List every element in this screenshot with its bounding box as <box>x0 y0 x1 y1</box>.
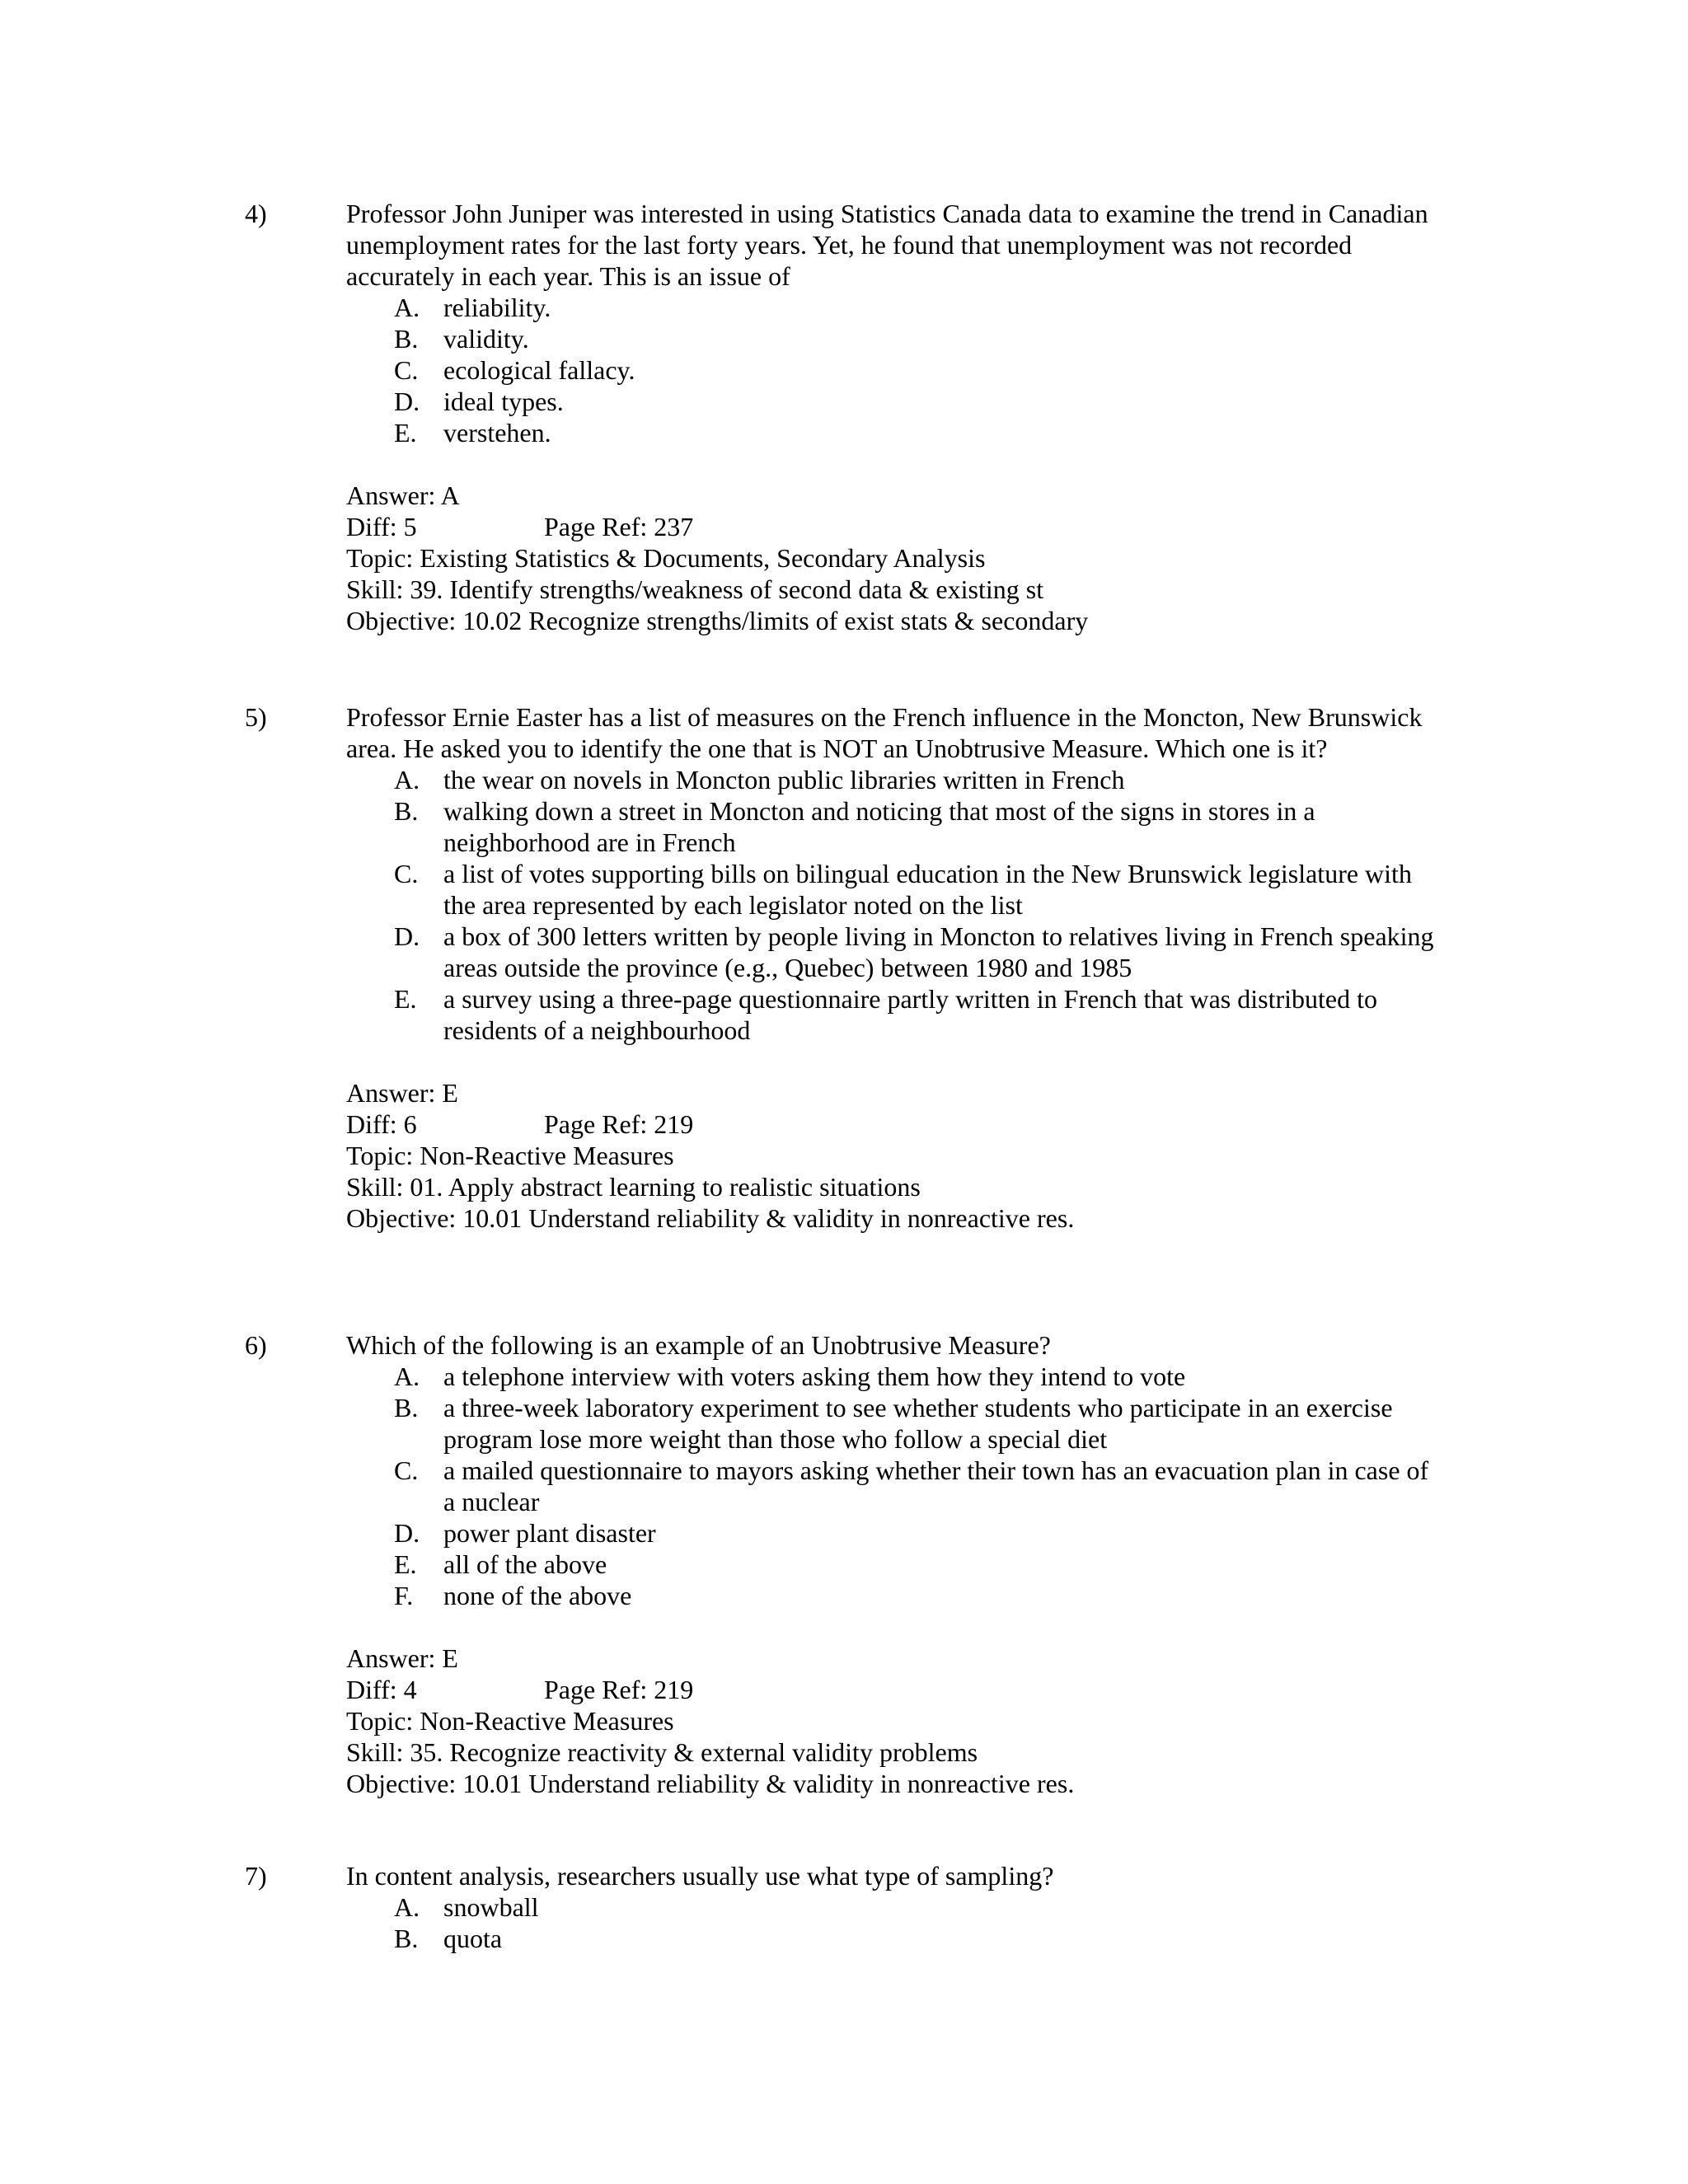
option-letter: E. <box>394 418 417 448</box>
option-text: power plant disaster <box>443 1518 656 1548</box>
skill-line: Skill: 01. Apply abstract learning to realistic situations <box>346 1172 921 1202</box>
answer-options <box>346 1361 1434 1611</box>
option-letter: A. <box>394 293 420 322</box>
option-a <box>346 1361 1434 1392</box>
option-c <box>346 858 1434 921</box>
option-e <box>346 983 1434 1046</box>
option-text: a list of votes supporting bills on bilingual education in the New Brunswick legislature with the area represented by each legislator noted on the list <box>443 859 1412 920</box>
option-letter: D. <box>394 387 420 416</box>
question-metadata <box>346 1643 1434 1799</box>
option-text: reliability. <box>443 293 551 322</box>
option-d <box>346 1517 1434 1549</box>
option-text: a survey using a three-page questionnaire partly written in French that was distributed to residents of a neighbourhood <box>443 984 1378 1045</box>
question-stem: In content analysis, researchers usually use what type of sampling? <box>346 1861 1054 1891</box>
option-text: walking down a street in Moncton and noticing that most of the signs in stores in a neighborhood are in French <box>443 796 1315 857</box>
option-letter: B. <box>394 1393 419 1422</box>
question-body <box>346 198 1434 636</box>
objective-line: Objective: 10.01 Understand reliability & validity in nonreactive res. <box>346 1769 1075 1798</box>
difficulty: Diff: 5 <box>346 512 417 541</box>
option-text: ecological fallacy. <box>443 355 635 385</box>
option-letter: E. <box>394 1549 417 1579</box>
option-e <box>346 1549 1434 1580</box>
option-letter: A. <box>394 1361 420 1391</box>
question-metadata <box>346 1077 1434 1234</box>
topic-line: Topic: Non-Reactive Measures <box>346 1141 674 1170</box>
option-a <box>346 1891 1434 1923</box>
page-ref: Page Ref: 219 <box>544 1109 694 1139</box>
topic-line: Topic: Existing Statistics & Documents, Secondary Analysis <box>346 543 986 573</box>
diff-line <box>346 1674 1434 1705</box>
option-e <box>346 417 1434 448</box>
objective-line: Objective: 10.01 Understand reliability & validity in nonreactive res. <box>346 1203 1075 1233</box>
diff-line <box>346 1108 1434 1140</box>
option-b <box>346 323 1434 354</box>
question-number: 4) <box>245 199 267 228</box>
option-letter: B. <box>394 324 419 354</box>
option-text: quota <box>443 1924 503 1953</box>
objective-line: Objective: 10.02 Recognize strengths/limits of exist stats & secondary <box>346 606 1089 635</box>
option-letter: B. <box>394 796 419 826</box>
difficulty: Diff: 6 <box>346 1109 417 1139</box>
answer-options <box>346 292 1434 448</box>
diff-line <box>346 511 1434 542</box>
option-text: none of the above <box>443 1581 632 1610</box>
option-text: validity. <box>443 324 529 354</box>
question-stem: Professor Ernie Easter has a list of measures on the French influence in the Moncton, New Brunswick area. He asked you to identify the one that is NOT an Unobtrusive Measure. Which one is it? <box>346 702 1423 763</box>
option-letter: A. <box>394 765 420 794</box>
option-text: verstehen. <box>443 418 551 448</box>
option-text: all of the above <box>443 1549 607 1579</box>
option-letter: E. <box>394 984 417 1014</box>
answer-options <box>346 1891 1434 1954</box>
option-letter: B. <box>394 1924 419 1953</box>
question-body <box>346 1860 1434 1954</box>
question-metadata <box>346 480 1434 636</box>
page-ref: Page Ref: 237 <box>544 512 694 541</box>
option-letter: F. <box>394 1581 414 1610</box>
option-text: a three-week laboratory experiment to see whether students who participate in an exercise program lose more weight than those who follow a special diet <box>443 1393 1393 1454</box>
option-b <box>346 795 1434 858</box>
question-stem: Professor John Juniper was interested in using Statistics Canada data to examine the trend in Canadian unemployment rates for the last forty years. Yet, he found that unemployment was not recorded accurately in each year. This is an issue of <box>346 199 1428 291</box>
option-b <box>346 1923 1434 1954</box>
option-a <box>346 292 1434 323</box>
topic-line: Topic: Non-Reactive Measures <box>346 1706 674 1736</box>
question-body <box>346 1329 1434 1799</box>
option-d <box>346 386 1434 417</box>
option-letter: C. <box>394 859 419 888</box>
option-letter: D. <box>394 1518 420 1548</box>
page-ref: Page Ref: 219 <box>544 1675 694 1704</box>
option-d <box>346 921 1434 983</box>
answer-line: Answer: A <box>346 480 460 510</box>
option-a <box>346 764 1434 795</box>
option-text: a telephone interview with voters asking them how they intend to vote <box>443 1361 1186 1391</box>
answer-line: Answer: E <box>346 1078 458 1108</box>
option-text: a mailed questionnaire to mayors asking whether their town has an evacuation plan in case of a nuclear <box>443 1455 1429 1516</box>
option-text: the wear on novels in Moncton public libraries written in French <box>443 765 1125 794</box>
option-text: ideal types. <box>443 387 564 416</box>
skill-line: Skill: 35. Recognize reactivity & external validity problems <box>346 1737 978 1767</box>
option-letter: C. <box>394 355 419 385</box>
answer-line: Answer: E <box>346 1643 458 1673</box>
option-letter: A. <box>394 1892 420 1922</box>
option-text: a box of 300 letters written by people living in Moncton to relatives living in French speaking areas outside the province (e.g., Quebec) between 1980 and 1985 <box>443 921 1434 982</box>
question-number: 6) <box>245 1330 267 1360</box>
option-text: snowball <box>443 1892 539 1922</box>
question-body <box>346 701 1434 1234</box>
question-number: 7) <box>245 1861 267 1891</box>
difficulty: Diff: 4 <box>346 1675 417 1704</box>
answer-options <box>346 764 1434 1046</box>
option-b <box>346 1392 1434 1455</box>
option-f <box>346 1580 1434 1611</box>
question-number: 5) <box>245 702 267 732</box>
option-c <box>346 1455 1434 1517</box>
skill-line: Skill: 39. Identify strengths/weakness of second data & existing st <box>346 574 1044 604</box>
option-c <box>346 354 1434 386</box>
option-letter: C. <box>394 1455 419 1485</box>
question-stem: Which of the following is an example of an Unobtrusive Measure? <box>346 1330 1051 1360</box>
option-letter: D. <box>394 921 420 951</box>
